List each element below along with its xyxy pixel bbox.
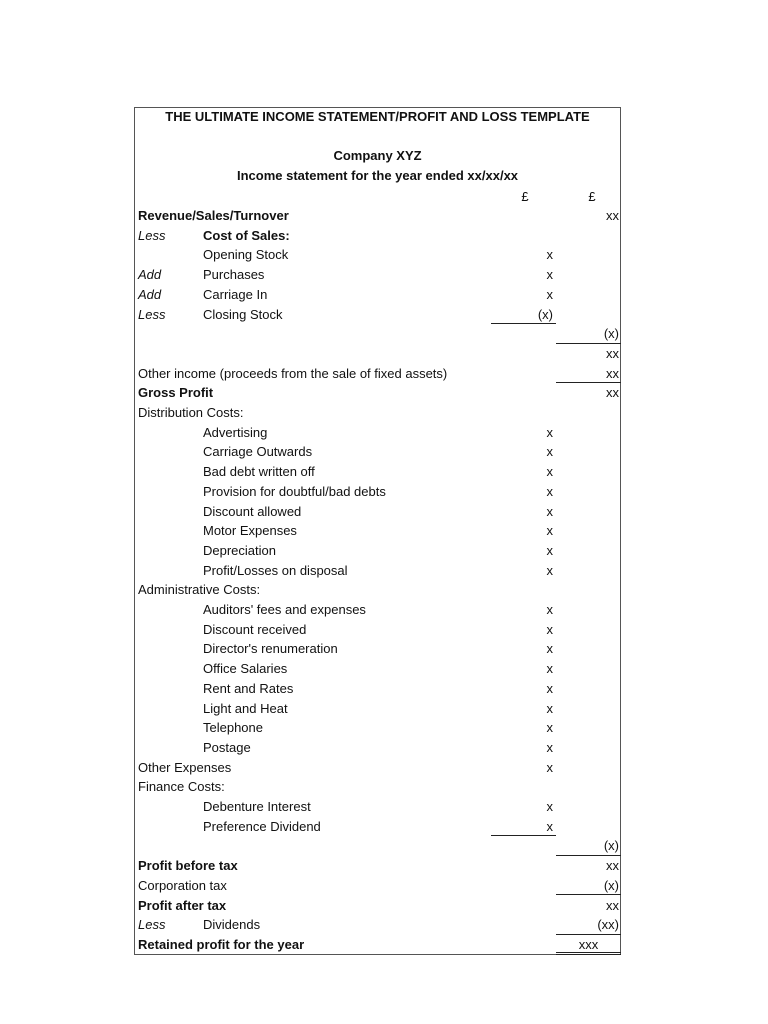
row-value-col1: x (546, 483, 553, 499)
row-value-col2 (556, 620, 621, 640)
statement-row (135, 245, 620, 265)
row-item: Motor Expenses (203, 523, 297, 539)
row-item: Debenture Interest (203, 799, 311, 814)
row-label: Retained profit for the year (138, 936, 305, 952)
row-value-col1 (491, 206, 556, 226)
statement-row (135, 561, 620, 581)
row-label: Less (138, 306, 166, 322)
statement-row (135, 383, 620, 403)
row-label: Revenue/Sales/Turnover (138, 208, 289, 223)
row-value-col2: xx (556, 364, 621, 384)
row-item: Postage (203, 739, 251, 755)
row-value-col1 (491, 364, 556, 384)
row-value-col2: xxx (556, 935, 621, 955)
row-label: Distribution Costs: (138, 405, 244, 420)
row-value-col1 (491, 777, 556, 797)
statement-row (135, 403, 620, 423)
row-item: Closing Stock (203, 306, 283, 322)
row-value-col2 (556, 738, 621, 758)
row-label: Add (138, 267, 162, 283)
row-value-col1 (491, 896, 556, 916)
row-label: Less (138, 917, 166, 933)
statement-row (135, 344, 620, 364)
statement-row (135, 777, 620, 797)
row-item: Discount allowed (203, 503, 302, 519)
row-value-col2 (556, 423, 621, 443)
statement-row (135, 285, 620, 305)
statement-row (135, 639, 620, 659)
row-item: Carriage Outwards (203, 444, 313, 460)
row-value-col1 (491, 836, 556, 856)
row-value-col2 (556, 580, 621, 600)
statement-row (135, 620, 620, 640)
row-value-col1 (491, 915, 556, 935)
row-value-col2 (556, 245, 621, 265)
currency-header-col2: £ (588, 189, 596, 204)
statement-row (135, 836, 620, 856)
row-value-col1: x (546, 641, 553, 657)
row-value-col1 (491, 383, 556, 403)
statement-row (135, 482, 620, 502)
row-item: Carriage In (203, 286, 268, 302)
row-value-col1: x (546, 799, 553, 814)
statement-row (135, 521, 620, 541)
row-item: Advertising (203, 424, 268, 440)
row-item: Director's renumeration (203, 641, 338, 657)
row-value-col1 (491, 403, 556, 423)
row-value-col1: x (546, 444, 553, 460)
row-value-col2 (556, 482, 621, 502)
row-value-col1 (491, 580, 556, 600)
statement-row (135, 856, 620, 876)
row-value-col2 (556, 679, 621, 699)
row-value-col2 (556, 561, 621, 581)
row-value-col2 (556, 226, 621, 246)
row-value-col2: xx (606, 345, 619, 361)
statement-row (135, 718, 620, 738)
row-value-col1 (491, 935, 556, 955)
statement-row (135, 580, 620, 600)
row-value-col2 (556, 265, 621, 285)
statement-row (135, 915, 620, 935)
row-value-col1: x (546, 286, 553, 302)
statement-row (135, 462, 620, 482)
statement-row (135, 679, 620, 699)
row-value-col1: x (546, 562, 553, 578)
row-label: Add (138, 286, 162, 302)
row-value-col2 (556, 639, 621, 659)
row-label: Other income (proceeds from the sale of fixed assets) (138, 365, 448, 381)
row-item: Profit/Losses on disposal (203, 562, 348, 578)
row-value-col1 (491, 324, 556, 344)
row-value-col2 (556, 718, 621, 738)
row-value-col1 (491, 226, 556, 246)
row-value-col2 (556, 659, 621, 679)
company-name: Company XYZ (333, 148, 422, 163)
row-value-col2 (556, 305, 621, 325)
row-label: Administrative Costs: (138, 582, 261, 598)
row-value-col1: x (546, 759, 553, 775)
row-value-col2: xx (606, 858, 619, 874)
currency-header-col1: £ (521, 189, 529, 204)
row-value-col2: (xx) (556, 915, 621, 935)
row-item: Auditors' fees and expenses (203, 602, 366, 617)
row-value-col1: x (546, 602, 553, 617)
row-value-col1: x (546, 503, 553, 519)
document-title: THE ULTIMATE INCOME STATEMENT/PROFIT AND LOSS TEMPLATE (165, 109, 590, 124)
statement-row (135, 817, 620, 837)
row-item: Provision for doubtful/bad debts (203, 483, 386, 499)
row-value-col1 (491, 344, 556, 364)
income-statement-sheet (134, 107, 621, 955)
statement-row (135, 659, 620, 679)
statement-row (135, 206, 620, 226)
row-value-col2: (x) (556, 836, 621, 856)
row-value-col1: x (546, 621, 553, 637)
row-label: Finance Costs: (138, 779, 225, 795)
statement-row (135, 738, 620, 758)
statement-row (135, 305, 620, 325)
row-value-col1: x (546, 700, 553, 716)
row-label: Other Expenses (138, 759, 232, 775)
row-value-col1: x (546, 523, 553, 539)
row-value-col1 (491, 876, 556, 896)
statement-row (135, 935, 620, 955)
row-value-col2 (556, 699, 621, 719)
row-value-col1: x (546, 464, 553, 480)
row-value-col2: (x) (556, 324, 621, 344)
row-item: Depreciation (203, 542, 276, 558)
statement-row (135, 541, 620, 561)
row-item: Rent and Rates (203, 680, 294, 696)
statement-row (135, 600, 620, 620)
statement-row (135, 758, 620, 778)
statement-row (135, 442, 620, 462)
row-label: Profit after tax (138, 897, 227, 913)
row-value-col2 (556, 442, 621, 462)
row-value-col2 (556, 797, 621, 817)
row-value-col1: x (546, 739, 553, 755)
row-item: Light and Heat (203, 700, 288, 716)
statement-row (135, 896, 620, 916)
row-item: Opening Stock (203, 247, 289, 263)
statement-row (135, 502, 620, 522)
row-item: Telephone (203, 720, 263, 736)
statement-subtitle: Income statement for the year ended xx/xx/xx (236, 168, 519, 183)
row-item: Discount received (203, 621, 307, 637)
row-value-col1: x (546, 661, 553, 677)
row-value-col2 (556, 777, 621, 797)
statement-row (135, 265, 620, 285)
row-item: Cost of Sales: (203, 227, 290, 243)
row-item: Preference Dividend (203, 818, 321, 834)
row-value-col1: x (546, 720, 553, 736)
statement-row (135, 324, 620, 344)
row-value-col2 (556, 541, 621, 561)
statement-row (135, 876, 620, 896)
row-item: Office Salaries (203, 661, 288, 677)
row-value-col2: xx (606, 385, 619, 401)
row-value-col2 (556, 285, 621, 305)
statement-row (135, 699, 620, 719)
row-item: Bad debt written off (203, 464, 315, 480)
row-item: Purchases (203, 267, 265, 283)
row-label: Profit before tax (138, 858, 238, 874)
row-value-col2 (556, 502, 621, 522)
row-value-col2: (x) (556, 876, 621, 896)
row-value-col2 (556, 758, 621, 778)
row-value-col1: (x) (491, 305, 556, 325)
row-value-col1: x (546, 247, 553, 263)
row-label: Gross Profit (138, 385, 214, 401)
row-item: Dividends (203, 917, 261, 933)
row-value-col2: xx (606, 897, 619, 913)
row-value-col2 (556, 462, 621, 482)
statement-row (135, 364, 620, 384)
row-value-col1: x (546, 680, 553, 696)
row-value-col2: xx (606, 208, 619, 223)
statement-row (135, 423, 620, 443)
row-value-col2 (556, 817, 621, 837)
row-value-col2 (556, 600, 621, 620)
row-value-col2 (556, 403, 621, 423)
row-value-col1: x (546, 542, 553, 558)
row-label: Less (138, 227, 166, 243)
statement-row (135, 797, 620, 817)
row-value-col1: x (546, 424, 553, 440)
row-value-col1: x (546, 267, 553, 283)
row-label: Corporation tax (138, 877, 227, 893)
statement-row (135, 226, 620, 246)
row-value-col1: x (491, 817, 556, 837)
row-value-col2 (556, 521, 621, 541)
row-value-col1 (491, 856, 556, 876)
